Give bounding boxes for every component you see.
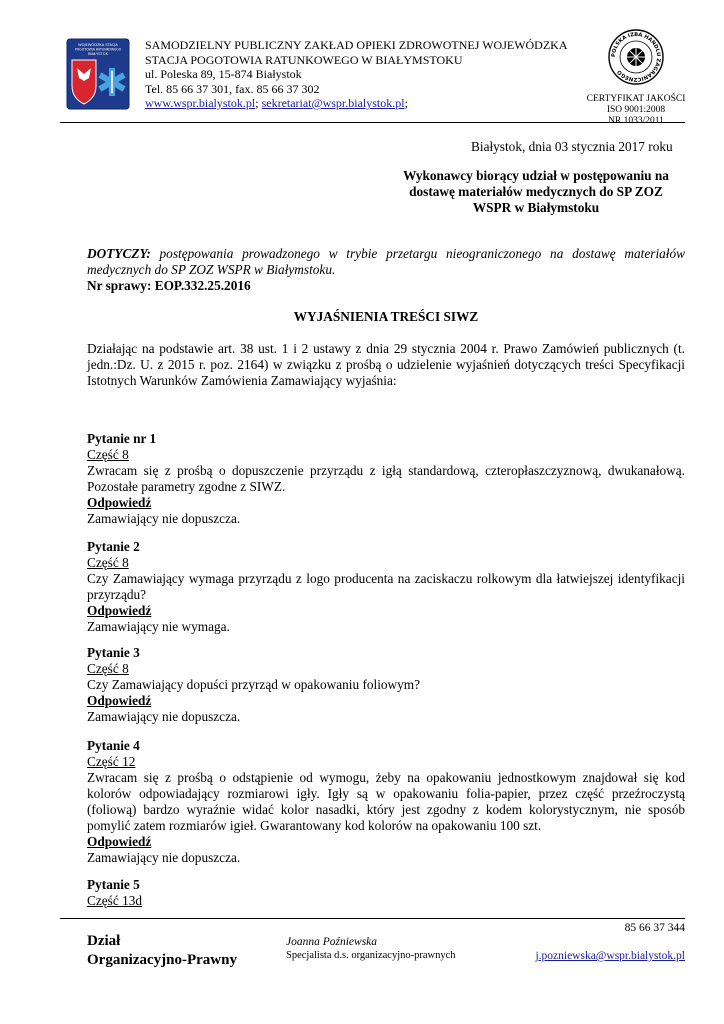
logo-text-2: POGOTOWIA RATUNKOWEGO bbox=[74, 47, 122, 52]
answer-text: Zamawiający nie dopuszcza. bbox=[87, 511, 241, 526]
certificate-number: NR 1033/2011 bbox=[608, 116, 664, 126]
subject-paragraph bbox=[87, 246, 685, 278]
person-name: Joanna Poźniewska bbox=[286, 936, 378, 948]
contacts-separator-end: ; bbox=[404, 96, 408, 110]
case-number: Nr sprawy: EOP.332.25.2016 bbox=[87, 278, 251, 293]
question-title: Pytanie 2 bbox=[87, 539, 140, 554]
question-5 bbox=[87, 877, 685, 909]
question-title: Pytanie nr 1 bbox=[87, 431, 157, 446]
quality-certificate bbox=[586, 28, 686, 127]
department-line1: Dział bbox=[87, 933, 121, 949]
department-line2: Organizacyjno-Prawny bbox=[87, 952, 237, 968]
document-title: WYJAŚNIENIA TREŚCI SIWZ bbox=[293, 309, 479, 324]
date-line: Białystok, dnia 03 stycznia 2017 roku bbox=[471, 139, 673, 154]
question-title: Pytanie 5 bbox=[87, 877, 140, 892]
footer-phone: 85 66 37 344 bbox=[624, 922, 685, 934]
logo-text-1: WOJEWÓDZKA STACJA bbox=[78, 43, 118, 47]
question-title: Pytanie 3 bbox=[87, 645, 140, 660]
answer-text: Zamawiający nie dopuszcza. bbox=[87, 709, 241, 724]
recipient-line1: Wykonawcy biorący udział w postępowaniu na bbox=[403, 168, 669, 183]
question-4 bbox=[87, 738, 685, 866]
shield-icon bbox=[72, 60, 96, 104]
question-1 bbox=[87, 431, 685, 527]
answer-label: Odpowiedź bbox=[87, 834, 152, 849]
seal-text: POLSKA IZBA HANDLU ZAGRANICZNEGO bbox=[610, 31, 662, 83]
answer-text: Zamawiający nie dopuszcza. bbox=[87, 850, 241, 865]
question-part: Część 13d bbox=[87, 893, 143, 908]
person-role: Specjalista d.s. organizacyjno-prawnych bbox=[286, 950, 456, 961]
question-part: Część 8 bbox=[87, 555, 129, 570]
footer-email-link[interactable]: j.pozniewska@wspr.bialystok.pl bbox=[535, 950, 685, 962]
answer-label: Odpowiedź bbox=[87, 495, 152, 510]
question-text: Zwracam się z prośbą o odstąpienie od wymogu, żeby na opakowaniu jednostkowym znajdował się kod kolorów odpowiadający rozmiarowi igły. Igły są w opakowaniu folia-papier, przez część przeźroczystą (foliową) bardzo wyraźnie widać kolor nasadki, który jest zgodny z kodem kolorystycznym, nie sposób pomylić zatem rozmiarów igieł. Gwarantowany kod kolorów na opakowaniu 100 szt. bbox=[87, 770, 685, 833]
logo-emblem bbox=[66, 38, 130, 110]
answer-label: Odpowiedź bbox=[87, 603, 152, 618]
intro-paragraph: Działając na podstawie art. 38 ust. 1 i 2 ustawy z dnia 29 stycznia 2004 r. Prawo Zamówień publicznych (t. jedn.:Dz. U. z 2015 r. poz. 2164) w związku z prośbą o udzielenie wyjaśnień dotyczących treści Specyfikacji Istotnych Warunków Zamówienia Zamawiający wyjaśnia: bbox=[87, 341, 685, 388]
recipient-line3: WSPR w Białymstoku bbox=[472, 200, 600, 215]
org-name-line1: SAMODZIELNY PUBLICZNY ZAKŁAD OPIEKI ZDROWOTNEJ WOJEWÓDZKA bbox=[145, 38, 568, 52]
question-text: Czy Zamawiający dopuści przyrząd w opakowaniu foliowym? bbox=[87, 677, 421, 692]
org-phone: Tel. 85 66 37 301, fax. 85 66 37 302 bbox=[145, 81, 320, 96]
organization-header bbox=[145, 38, 568, 111]
answer-label: Odpowiedź bbox=[87, 693, 152, 708]
footer-contact-person bbox=[286, 935, 456, 963]
question-3 bbox=[87, 645, 685, 725]
subject-text: postępowania prowadzonego w trybie przetargu nieograniczonego na dostawę materiałów medycznych do SP ZOZ WSPR w Białymstoku. bbox=[87, 246, 685, 277]
footer-divider bbox=[60, 918, 685, 919]
org-contacts bbox=[145, 96, 568, 111]
contacts-separator: ; bbox=[255, 96, 259, 110]
certificate-seal-icon bbox=[606, 28, 666, 86]
footer-department bbox=[87, 932, 237, 970]
answer-text: Zamawiający nie wymaga. bbox=[87, 619, 230, 634]
subject-label: DOTYCZY: bbox=[87, 246, 151, 261]
certificate-iso: ISO 9001:2008 bbox=[606, 105, 666, 115]
recipient-block bbox=[396, 168, 676, 216]
question-title: Pytanie 4 bbox=[87, 738, 140, 753]
org-name-line2: STACJA POGOTOWIA RATUNKOWEGO W BIAŁYMSTOKU bbox=[145, 52, 463, 67]
question-2 bbox=[87, 539, 685, 635]
certificate-title: CERTYFIKAT JAKOŚCI bbox=[586, 94, 686, 104]
question-part: Część 8 bbox=[87, 447, 129, 462]
question-text: Zwracam się z prośbą o dopuszczenie przyrządu z igłą standardową, czteropłaszczyznową, dwukanałową. Pozostałe parametry zgodne z SIWZ. bbox=[87, 463, 685, 494]
organization-logo bbox=[66, 38, 130, 110]
question-text: Czy Zamawiający wymaga przyrządu z logo producenta na zaciskaczu rolkowym dla łatwiejszej identyfikacji przyrządu? bbox=[87, 571, 685, 602]
question-part: Część 12 bbox=[87, 754, 136, 769]
recipient-line2: dostawę materiałów medycznych do SP ZOZ bbox=[409, 184, 663, 199]
email-link[interactable]: sekretariat@wspr.bialystok.pl bbox=[261, 96, 405, 110]
website-link[interactable]: www.wspr.bialystok.pl bbox=[145, 96, 256, 110]
logo-text-3: BIAŁYSTOK bbox=[88, 52, 108, 56]
org-address: ul. Poleska 89, 15-874 Białystok bbox=[145, 67, 302, 81]
header-divider bbox=[60, 122, 685, 123]
question-part: Część 8 bbox=[87, 661, 129, 676]
